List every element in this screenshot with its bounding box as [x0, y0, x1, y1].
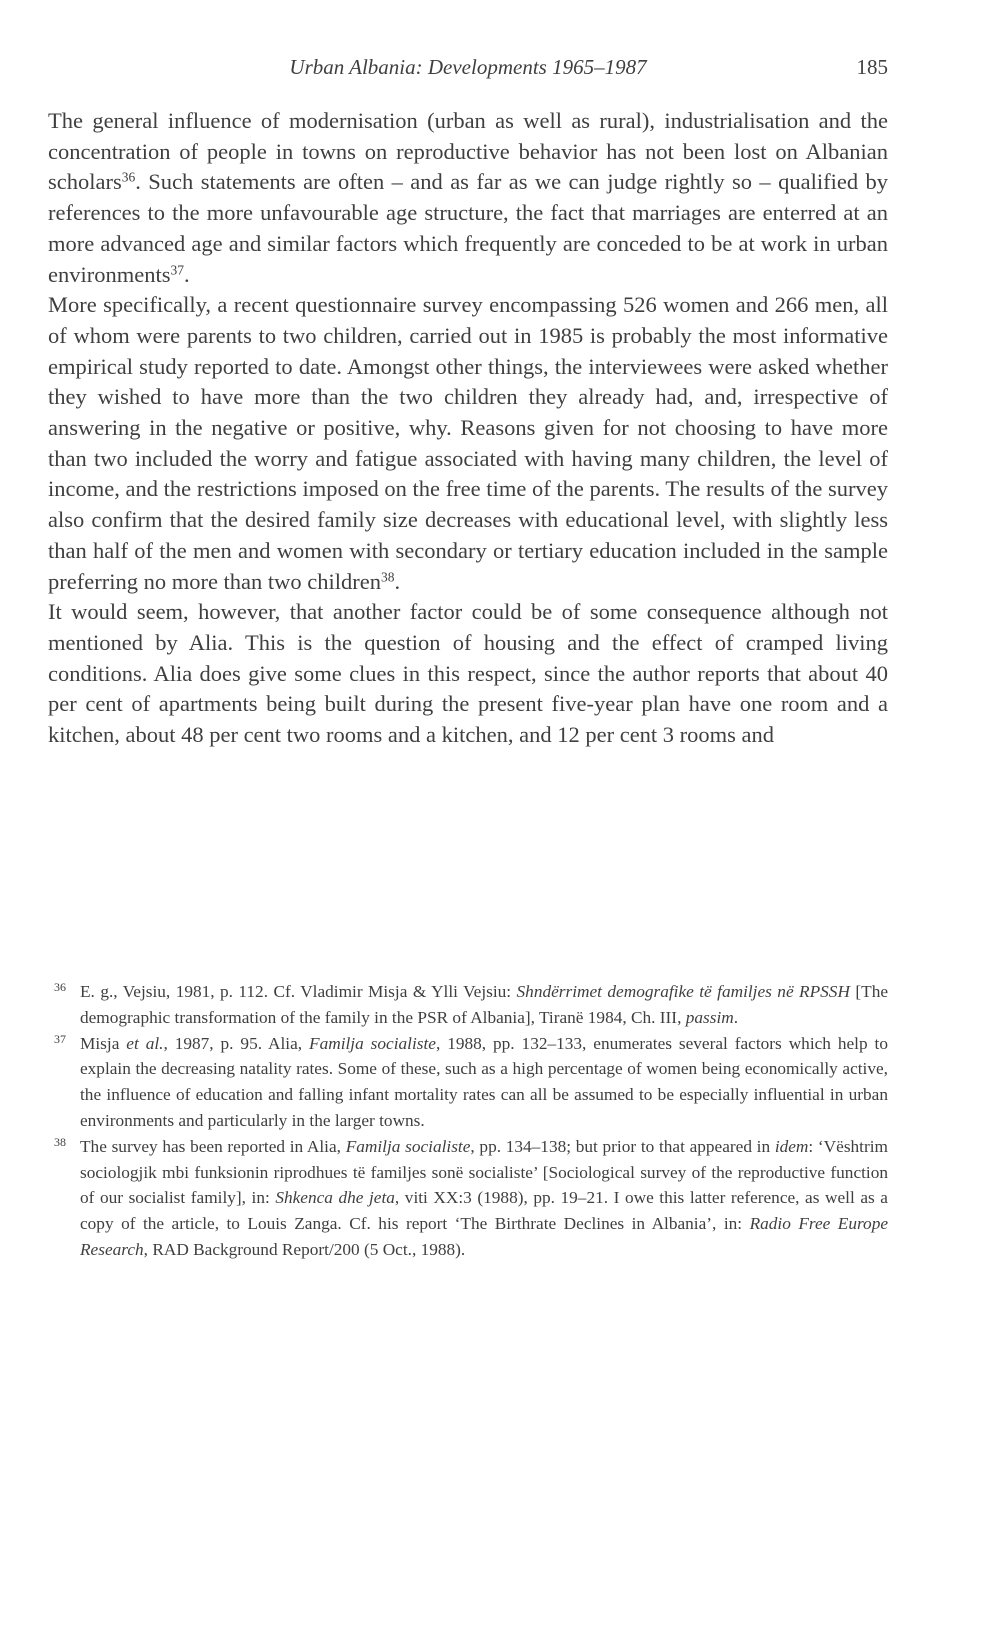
footnote-text: .: [733, 1007, 739, 1027]
footnote-title: et al.: [126, 1033, 164, 1053]
body-text: [48, 106, 888, 751]
paragraph-2: [48, 290, 888, 597]
footnote-number: 38: [54, 1134, 66, 1149]
footnote-ref: 36: [121, 169, 136, 185]
paragraph-text: . Such statements are often – and as far as we can judge rightly so – qualified by references to the more unfavourable age structure, the fact that marriages are enterred at an more advanced age and similar factors which frequently are conceded to be at work in urban environments: [48, 169, 888, 287]
footnote-title: Familja socialiste: [345, 1136, 471, 1156]
paragraph-text: .: [183, 261, 190, 287]
footnote-text: , 1988, pp. 132–133, enumerates several factors which help to explain the decreasing natality rates. Some of these, such as a high percentage of women being economically active, the influence of education and falling infant mortality rates can all be assumed to be especially influential in urban environments and particularly in the larger towns.: [80, 1033, 888, 1130]
footnote-text: , pp. 134–138; but prior to that appeared in: [470, 1136, 775, 1156]
footnote-ref: 37: [170, 262, 184, 278]
paragraph-1: [48, 106, 888, 290]
footnotes: [48, 979, 888, 1263]
footnote-ref: 38: [381, 569, 395, 585]
paragraph-text: .: [394, 568, 401, 594]
footnote-text: , RAD Background Report/200 (5 Oct., 1988).: [143, 1239, 466, 1259]
footnote-number: 36: [54, 980, 66, 994]
paragraph-text: More specifically, a recent questionnaire survey encompassing 526 women and 266 men, all of whom were parents to two children, carried out in 1985 is probably the most informative empirical study reported to date. Amongst other things, the interviewees were asked whether they wished to have more than the two children they already had, and, irrespective of answering in the negative or positive, why. Reasons given for not choosing to have more than two included the worry and fatigue associated with having many children, the level of income, and the restrictions imposed on the free time of the parents. The results of the survey also confirm that the desired family size decreases with educational level, with slightly less than half of the men and women with secondary or tertiary education included in the sample preferring no more than two children: [48, 292, 888, 594]
footnote-title: Familja socialiste: [309, 1033, 436, 1053]
footnote-title: Radio Free Europe Research: [80, 1214, 889, 1259]
footnote-title: Shkenca dhe jeta: [275, 1188, 395, 1208]
footnote-text: The survey has been reported in Alia,: [80, 1136, 346, 1156]
footnote-number: 37: [54, 1031, 66, 1046]
footnote-text: Misja: [80, 1033, 127, 1053]
footnote-text: , viti XX:3 (1988), pp. 19–21. I owe this latter reference, as well as a copy of the article, to Louis Zanga. Cf. his report ‘The Birthrate Declines in Albania’, in:: [80, 1188, 888, 1234]
footnote-36: [48, 979, 888, 1031]
footnote-title: passim: [685, 1007, 734, 1027]
footnote-title: Shndërrimet demografike të familjes në RPSSH: [516, 982, 850, 1001]
footnote-text: : ‘Vështrim sociologjik mbi funksionin riprodhues të familjes sonë socialiste’ [Sociological survey of the reproductive function of our socialist family], in:: [80, 1136, 888, 1208]
footnote-text: E. g., Vejsiu, 1981, p. 112. Cf. Vladimir Misja & Ylli Vejsiu:: [80, 982, 517, 1001]
footnote-38: [48, 1134, 888, 1263]
footnote-text: [The demographic transformation of the family in the PSR of Albania], Tiranë 1984, Ch. III,: [80, 982, 889, 1027]
running-title: Urban Albania: Developments 1965–1987: [289, 55, 647, 79]
footnote-37: [48, 1031, 888, 1134]
footnote-title: idem: [774, 1136, 809, 1156]
running-head: [48, 55, 888, 89]
paragraph-3: It would seem, however, that another factor could be of some consequence although not mentioned by Alia. This is the question of housing and the effect of cramped living conditions. Alia does give some clues in this respect, since the author reports that about 40 per cent of apartments being built during the present five-year plan have one room and a kitchen, about 48 per cent two rooms and a kitchen, and 12 per cent 3 rooms and: [48, 599, 888, 748]
paragraph-text: The general influence of modernisation (urban as well as rural), industrialisation and the concentration of people in towns on reproductive behavior has not been lost on Albanian scholars: [48, 108, 888, 195]
page-number: 185: [856, 55, 888, 79]
footnote-text: , 1987, p. 95. Alia,: [163, 1033, 310, 1053]
